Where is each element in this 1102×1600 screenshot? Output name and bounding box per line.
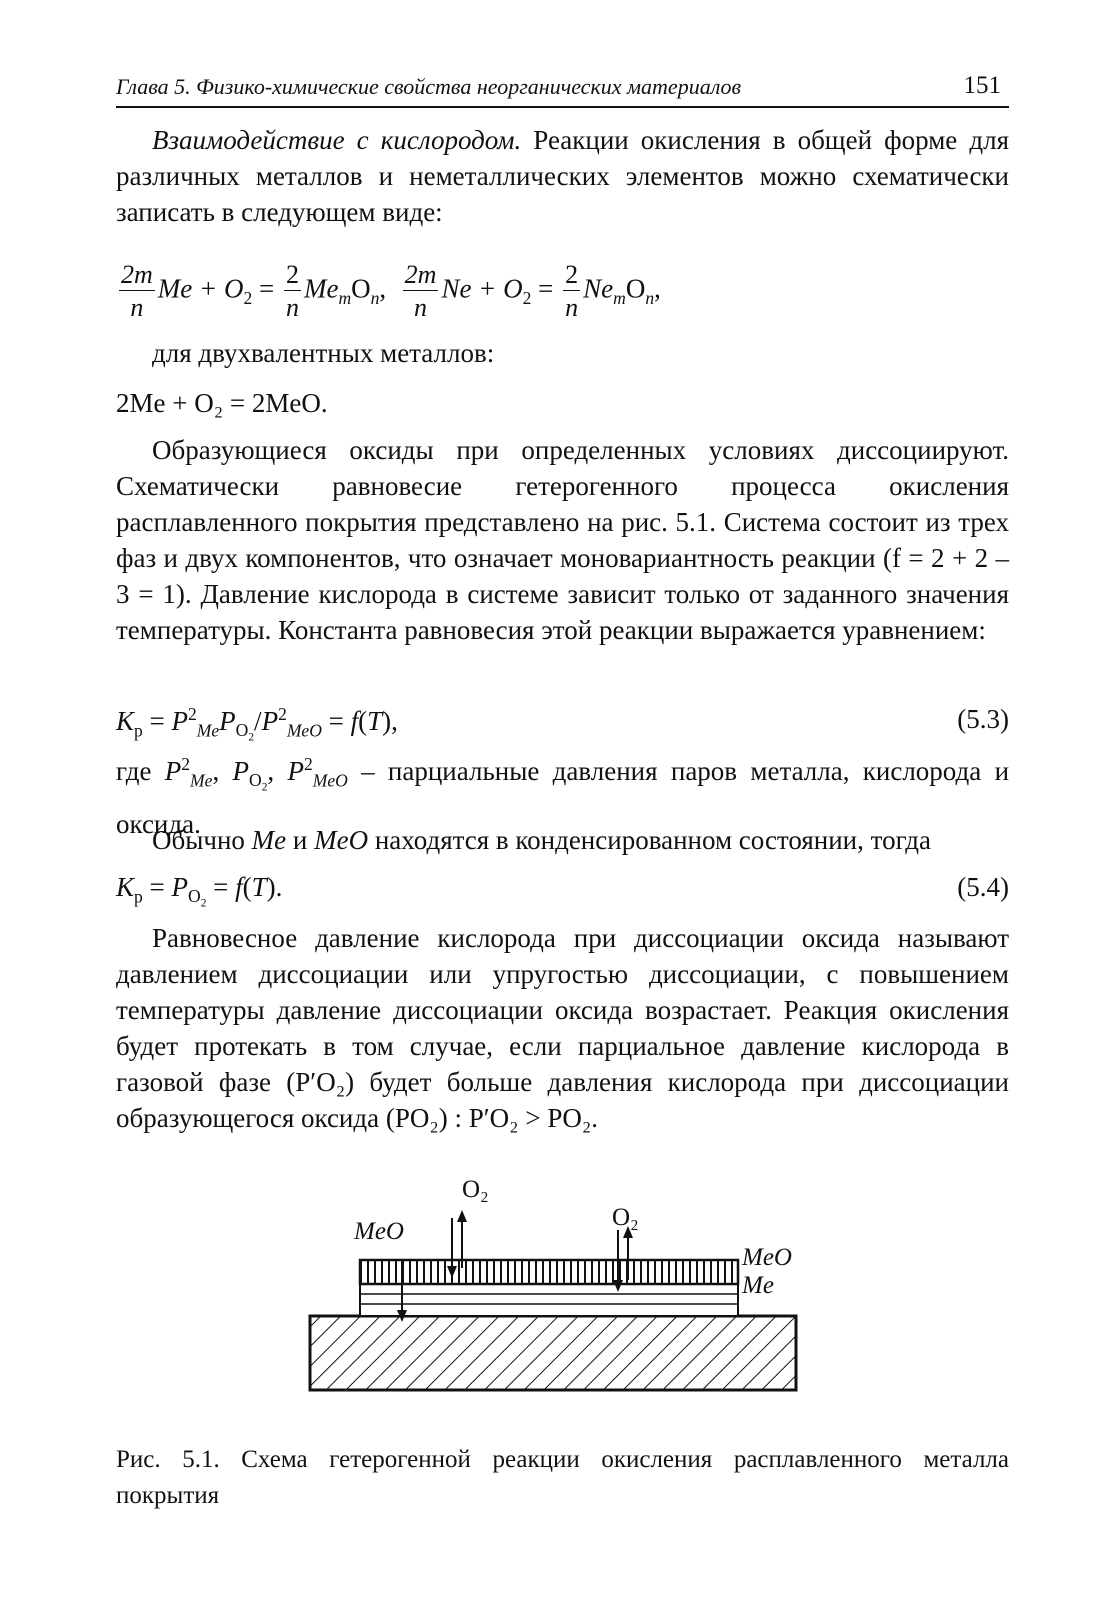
running-header	[116, 72, 1009, 108]
page-number: 151	[963, 72, 1001, 99]
intro-lead: Взаимодействие с кислородом.	[152, 125, 522, 155]
equation-general: $\frac{2m}{n}$ $Me + O_2$ = $\frac{2}{n}$ $Me_mO_n$, $\frac{2m}{n}$ $Ne + O_2$ = $\frac{2}{n}$ $Ne_mO_n$,	[121, 260, 661, 322]
paragraph-equilibrium: Равновесное давление кислорода при диссоциации оксида называют давлением диссоциации или упругостью диссоциации, с повышением температуры давление диссоциации оксида возрастает. Реакция окисления будет протекать в том случае, если парциальное давление кислорода в газовой фазе (P′O₂) будет больше давления кислорода при диссоциации образующегося оксида (PO₂) : P′O₂ > PO₂.	[116, 923, 1009, 1133]
fraction-2m-n-second: $\frac{2m}{n}$	[404, 260, 437, 322]
substrate	[310, 1316, 796, 1390]
intro-text: Реакции окисления в общей форме для различных металлов и неметаллических элементов можно схематически записать в следующем виде:	[116, 125, 1009, 227]
where-paragraph: где $P^2_{Me}$, $P_{O_2}$, $P^2_{MeO}$ – парциальные давления паров металла, кислорода и оксида.	[116, 754, 1010, 839]
label-meo-right: MeO	[742, 1244, 792, 1271]
paragraph-dissociation: Образующиеся оксиды при определенных условиях диссоциируют. Схематически равновесие гетерогенного процесса окисления расплавленного покрытия представлено на рис. 5.1. Система состоит из трех фаз и двух компонентов, что означает моновариантность реакции (f = 2 + 2 – 3 = 1). Давление кислорода в системе зависит только от заданного значения температуры. Константа равновесия этой реакции выражается уравнением:	[116, 435, 1009, 645]
equation-5-4: $K_p = P_{O_2} = f(T)$.	[116, 872, 283, 910]
label-o2-right: O₂	[612, 1204, 639, 1231]
equation-number-5-3: (5.3)	[957, 704, 1009, 734]
metal-layer	[360, 1284, 738, 1316]
figure-5-1	[290, 1168, 830, 1408]
equation-bivalent: 2Me + O₂ = 2MeO.	[116, 388, 328, 418]
intro-paragraph	[116, 122, 1009, 230]
fraction-2-n-second: $\frac{2}{n}$	[565, 260, 579, 322]
paragraph-condensed: Обычно Me и MeO находятся в конденсированном состоянии, тогда	[152, 825, 932, 855]
label-me-right: Me	[742, 1272, 774, 1299]
figure-caption: Рис. 5.1. Схема гетерогенной реакции окисления расплавленного металла покрытия	[116, 1446, 1009, 1509]
fraction-2m-n: $\frac{2m}{n}$	[121, 260, 153, 322]
equation-5-3: $K_p = P^2_{Me}P_{O_2}/P^2_{MeO} = f(T)$,	[116, 704, 398, 744]
oxide-layer	[360, 1260, 738, 1284]
fraction-2-n: $\frac{2}{n}$	[285, 260, 299, 322]
where-text: – парциальные давления паров металла, кислорода и оксида.	[116, 756, 1010, 839]
equation-number-5-4: (5.4)	[957, 872, 1009, 902]
bivalent-intro: для двухвалентных металлов:	[152, 338, 495, 368]
chapter-title: Глава 5. Физико-химические свойства неорганических материалов	[116, 74, 742, 99]
label-o2-left: O₂	[462, 1176, 489, 1203]
label-meo-left: MeO	[354, 1218, 404, 1245]
